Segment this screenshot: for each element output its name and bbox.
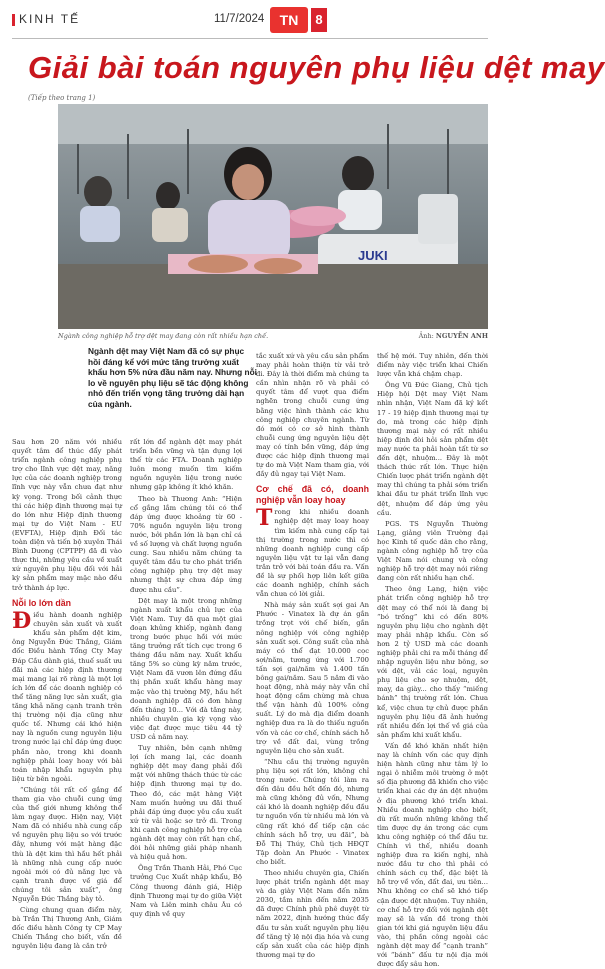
page-number: 8	[311, 8, 327, 32]
text-column-1	[12, 438, 122, 951]
paragraph: rất lớn để ngành dệt may phát triển bền vững và tận dụng lợi thế từ các FTA. Doanh nghiệp luôn mong muốn tìm kiếm nguồn nguyên liệu trong nước nhưng gặp không ít khó khăn.	[130, 438, 242, 492]
paragraph: Ông Vũ Đức Giang, Chủ tịch Hiệp hội Dệt may Việt Nam nhìn nhận, Việt Nam đã ký kết 17 - 19 hiệp định thương mại tự do, mà trong các hiệp định thương mại này có rất nhiều hiệp định đòi hỏi sản phẩm dệt may nước ta phải hoàn tất từ sơ đến dệt, nhuộm... Đây là một thách thức rất lớn. Thực hiện Chiến lược phát triển ngành dệt may thì chúng ta phải sớm triển khai đầu tư phát triển lĩnh vực dệt, nhuộm để đáp ứng yêu cầu.	[377, 381, 488, 517]
article-photo	[58, 104, 488, 329]
page-header	[0, 0, 500, 38]
paragraph: Dệt may là một trong những ngành xuất khẩu chủ lực của Việt Nam. Tuy đã qua một giai đoạn khủng khiếp, ngành đang trong bước phục hồi với mức tăng trưởng rất tích cực trong 6 tháng đầu năm nay. Xuất khẩu tăng 5% so cùng kỳ năm trước, Việt Nam đã vươn lên đứng đầu thị phần xuất khẩu hàng may mặc vào thị trường Mỹ, hầu hết doanh nghiệp đã có đơn hàng đến tháng 10... Với đà tăng này, nhiều chuyên gia kỳ vọng vào việc đạt được mục tiêu 44 tỷ USD cả năm nay.	[130, 596, 242, 741]
paragraph: Ông Trần Thanh Hải, Phó Cục trưởng Cục Xuất nhập khẩu, Bộ Công thương đánh giá, Hiệp định Thương mại tự do giữa Việt Nam và Liên minh châu Âu có quy định về quy	[130, 864, 242, 918]
newspaper-logo: TN	[270, 7, 308, 33]
header-divider	[12, 38, 488, 39]
paragraph: Tuy nhiên, bên cạnh những lợi ích mang lại, các doanh nghiệp dệt may đang phải đối mặt với những thách thức từ các hiệp định thương mại tự do. Theo đó, các mặt hàng Việt Nam muốn hưởng ưu đãi thuế phải đáp ứng được yêu cầu xuất xứ từ vải hoặc sơ trở đi. Trong khi cạnh công nghiệp hỗ trợ của ngành dệt may còn rất hạn chế, đòi hỏi những giải pháp nhanh và hiệu quả hơn.	[130, 744, 242, 862]
paragraph: “Chúng tôi rất cố gắng để tham gia vào chuỗi cung ứng của thế giới nhưng không thể làm ngay được. Hiện nay, Việt Nam đã có nhiều nhà cung cấp về nguyên phụ liệu so với trước đây, nhưng với mặt hàng đặc thù là dệt kim thì hầu hết phải là những nhà cung cấp nước ngoài mới có đủ năng lực và cạnh tranh được về giá để chúng tôi sản xuất”, ông Nguyễn Đức Thắng bày tỏ.	[12, 785, 122, 903]
text-column-2	[130, 438, 242, 918]
paragraph: Theo ông Lạng, hiện việc phát triển công nghiệp hỗ trợ dệt may có thể nói là đang bị “bó trống” khi có đến 80% nguyên phụ liệu cho ngành dệt may phải nhập khẩu. Còn số hơn 2 tỷ USD mà các doanh nghiệp phải chi ra mỗi tháng để nhập nguyên liệu như bông, sơ với dệt, vải các loại, nguyên phụ liệu cho sợ nhuộm, dệt, may, da giày... cho thấy “miếng bánh” thị trường rất lớn. Chưa kể, việc chưa tự chủ được phần nguyên phụ liệu đã ảnh hưởng rất nhiều đến lợi thế về giá của sản phẩm khi xuất khẩu.	[377, 585, 488, 739]
drop-cap: T	[256, 505, 273, 532]
text-column-4	[377, 352, 488, 969]
drop-cap: Đ	[12, 608, 32, 635]
paragraph: Theo nhiều chuyên gia, Chiến lược phát triển ngành dệt may và da giày Việt Nam đến năm 2030, tầm nhìn đến năm 2035 đã được Chính phủ phê duyệt từ năm 2022, định hướng thúc đẩy đầu tư sản xuất nguyên phụ liệu để tăng tỷ lệ nội địa hóa và cung cấp sản xuất của các hiệp định thương mại tự do	[256, 868, 369, 959]
paragraph-dropcap: Điều hành doanh nghiệp chuyên sản xuất và xuất khẩu sản phẩm dệt kim, ông Nguyễn Đức Thắng, Giám đốc Điều hành Tổng Cty May Đáp Cầu dành giá, thuế suất ưu đãi mà các hiệp định thương mại mang lại rõ ràng là một lợi ích lớn để các doanh nghiệp có thể tăng năng lực sản xuất, gia tăng khả năng cạnh tranh trên thị trường nội địa cũng như quốc tế. Nhưng cái khó hiện nay là nguồn cung nguyên liệu trong nước lại chỉ đáp ứng được phần nào, trong khi doanh nghiệp phải loay hoay với bài toán nhập khẩu nguyên phụ liệu từ bên ngoài.	[12, 608, 122, 783]
paragraph: Vấn đề khó khăn nhất hiện nay là chính vốn các quy định hiện hành cũng như tâm lý lo ngại ô nhiễm môi trường ở một số địa phương đã khiến cho việc triển khai các dự án dệt nhuộm ở địa phương khó triển khai. Nhiều doanh nghiệp cho biết, dù rất muốn những không thể tìm được dự án trong các cụm khu công nghiệp có thể đầu tư. Chính vì thế, nhiều doanh nghiệp đưa ra kiến nghị, nhà nước đầu tư cho thì phải có chính sách cụ thể, đặc biệt là hỗ trợ về vốn, đất đai, ưu tiên... Nhu không cơ chế sẽ khó tiếp cận được dệt nhuộm. Tuy nhiên, cơ chế hỗ trợ đối với ngành dệt may sẽ là vấn đề trong thời gian tới khi giá nguyên liệu đầu vào, thị phần công ngoài các ngành dệt may để “cạnh tranh” với “bánh” đấu tư nội địa mới được đẩy sâu hơn.	[377, 741, 488, 969]
text-column-3	[256, 352, 369, 959]
machine-brand-label: JUKI	[358, 248, 388, 263]
photo-caption: Ngành công nghiệp hỗ trợ dệt may đang còn rất nhiều hạn chế.	[58, 332, 269, 340]
paragraph: tắc xuất xứ và yêu cầu sản phẩm may phải hoàn thiện từ vải trở đi. Đây là thời điểm mà chúng ta cần nhìn nhận rõ và phải có quyết tâm để vượt qua điểm nghẽn trong chuỗi cung ứng bằng việc hình thành các khu công nghiệp chuyên ngành. Từ đó mới có cơ sở hình thành chuỗi cung ứng nguyên liệu dệt may có tính bền vững, đáp ứng được các hiệp định thương mại tự do mà Việt Nam tham gia, với đầy đủ ngay tại Việt Nam.	[256, 352, 369, 479]
issue-date: 11/7/2024	[214, 13, 265, 25]
garment-workers-photo	[58, 104, 488, 329]
paragraph: Sau hơn 20 năm với nhiều quyết tâm để thúc đẩy phát triển ngành công nghiệp phụ trợ cho lĩnh vực dệt may, năng lực của các doanh nghiệp trong lĩnh vực này vẫn chưa đạt như kỳ vọng. Trong bối cảnh thực thi các hiệp định thương mại tự do lớn như Hiệp định thương mại tự do Việt Nam - EU (EVFTA), Hiệp định Đối tác toàn diện và tiến bộ xuyên Thái Bình Dương (CPTPP) đã đi vào thực thi, những yêu cầu về xuất xứ nguyên phụ liệu đối với hải kỳ sản phẩm may mặc nào đều trở thành áp lực.	[12, 438, 122, 592]
subheading-co-che: Cơ chế đã có, doanh nghiệp vẫn loay hoay	[256, 484, 369, 505]
section-marker	[12, 14, 15, 26]
paragraph: Cùng chung quan điểm này, bà Trần Thị Thương Anh, Giám đốc điều hành Công ty CP May Chiến Thắng cho biết, vấn đề nguyên liệu đang là căn trở	[12, 906, 122, 951]
article-headline: Giải bài toán nguyên phụ liệu dệt may	[28, 50, 605, 85]
section-label: KINH TẾ	[19, 12, 81, 26]
paragraph: Theo bà Thương Anh: “Hiện cổ gắng lắm chúng tôi có thể đáp ứng được khoảng từ 60 - 70% nguồn nguyên liệu trong nước, bởi phần lớn là bạn chỉ cá về số lượng và chất lượng nguồn cung. Sau nhiều năm chúng ta quyết tâm đầu tư cho phát triển công nghiệp phụ trợ dệt may nhưng thật sự chưa đáp ứng được nhu cầu”.	[130, 494, 242, 594]
subheading-noi-lo: Nỗi lo lớn dần	[12, 597, 72, 608]
photo-credit: Ảnh: NGUYỄN ANH	[418, 332, 488, 340]
paragraph-dropcap: Trong khi nhiều doanh nghiệp dệt may loay hoay tìm kiếm nhà cung cấp tại thị trường trong nước thì có những doanh nghiệp cung cấp nguyên liệu vật tư lại vẫn đang trăn trở với bài toán đầu ra. Vấn đề là sự phối hợp liên kết giữa các doanh nghiệp, chính sách vẫn chưa có lời giải.	[256, 505, 369, 599]
continued-note: (Tiếp theo trang 1)	[28, 94, 96, 102]
paragraph: thế hệ mới. Tuy nhiên, đến thời điểm này việc triển khai Chiến lược vẫn khá chậm chạp.	[377, 352, 488, 379]
paragraph: “Nhu cầu thị trường nguyên phụ liệu sợi rất lớn, không chỉ trong nước. Chúng tôi làm ra đến đâu đều hết đến đó, nhưng mà cũng không đủ vốn, Nhưng cái khó là doanh nghiệp đều đầu tư nguồn vốn từ nhiều mà lớn và cũng rất khó để tiếp cận các chính sách hỗ trợ, ưu đãi”, bà Đỗ Thị Thúy, Chủ tịch HĐQT Tập đoàn An Phước - Vinatex cho biết.	[256, 757, 369, 866]
article-lead: Ngành dệt may Việt Nam đã có sự phục hồi đáng kể với mức tăng trưởng xuất khẩu hơn 5% nửa đầu năm nay. Nhưng nỗi lo về nguyên phụ liệu sẽ tác động không nhỏ đến triển vọng tăng trưởng dài hạn của ngành.	[88, 346, 257, 409]
paragraph: PGS. TS Nguyễn Thường Lạng, giảng viên Trường đại học Kinh tế quốc dân cho rằng, ngành công nghiệp hỗ trợ của Việt Nam nói chung và công nghiệp hỗ trợ dệt may nói riêng đang còn rất nhiều hạn chế.	[377, 519, 488, 583]
paragraph: Nhà máy sản xuất sợi gai An Phước - Vinatex là dự án gắn trồng trọt với chế biến, gắn nông nghiệp với công nghiệp sản xuất sợi. Công suất của nhà máy có thể đạt 10.000 cọc sợi/năm, tương ứng với 1.700 tấn sợi gai/năm và 1.400 tấn bông gai/năm. Sau 5 năm đi vào hoạt động, nhà máy này vẫn chỉ hoạt động cầm chừng mà chưa thể vận hành đủ 100% công suất. Lý do mà địa điểm doanh nghiệp đưa ra là do thiếu nguồn vốn và các cơ chế, chính sách hỗ trợ về đất đai, vùng trồng nguyên liệu cho sản xuất.	[256, 601, 369, 755]
